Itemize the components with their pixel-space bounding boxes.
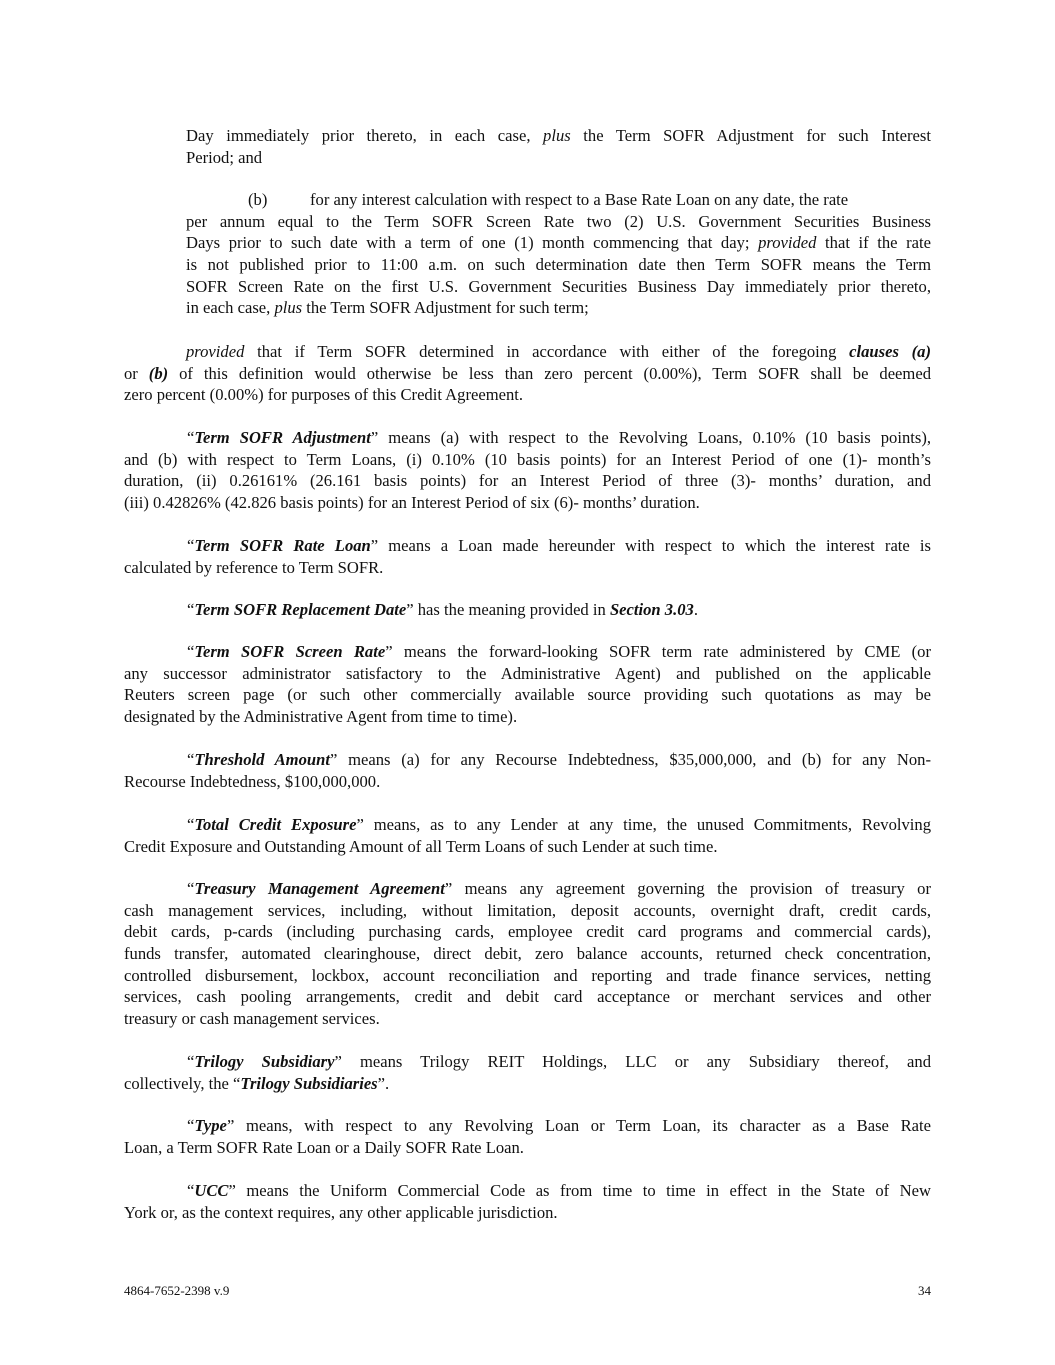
text-line: Credit Exposure and Outstanding Amount of all Term Loans of such Lender at such time. — [124, 836, 718, 856]
defined-term: Trilogy Subsidiaries — [240, 1073, 378, 1093]
definition-term-sofr-adjustment — [124, 427, 931, 514]
defined-term: Term SOFR Screen Rate — [194, 642, 386, 661]
document-id: 4864-7652-2398 v.9 — [124, 1283, 230, 1298]
text-line: or (b) of this definition would otherwise be less than zero percent (0.00%), Term SOFR shall be deemed — [124, 363, 931, 383]
clause-b — [124, 189, 931, 319]
text-line: collectively, the “Trilogy Subsidiaries”. — [124, 1073, 390, 1093]
clause-a-continuation — [124, 125, 931, 168]
text-line: “Type” means, with respect to any Revolving Loan or Term Loan, its character as a Base Rate — [187, 1116, 931, 1135]
text-line: Days prior to such date with a term of one (1) month commencing that day; provided that if the rate — [186, 233, 931, 253]
text-line: “Term SOFR Adjustment” means (a) with respect to the Revolving Loans, 0.10% (10 basis points), — [187, 428, 931, 447]
text-line: Loan, a Term SOFR Rate Loan or a Daily SOFR Rate Loan. — [124, 1137, 524, 1157]
page-number: 34 — [918, 1283, 931, 1298]
text-line: duration, (ii) 0.26161% (26.161 basis points) for an Interest Period of three (3)- months’ duration, and — [124, 471, 931, 491]
text-line: controlled disbursement, lockbox, account reconciliation and reporting and trade finance services, netting — [124, 965, 931, 985]
section-reference: Section 3.03 — [609, 600, 694, 619]
definition-threshold-amount — [124, 749, 931, 792]
defined-term: Treasury Management Agreement — [194, 879, 445, 898]
definition-term-sofr-screen-rate — [124, 641, 931, 728]
text-line: “Treasury Management Agreement” means any agreement governing the provision of treasury or — [187, 879, 932, 898]
text-line: zero percent (0.00%) for purposes of this Credit Agreement. — [124, 385, 524, 405]
defined-term: Trilogy Subsidiary — [194, 1052, 335, 1071]
text-line: “Threshold Amount” means (a) for any Recourse Indebtedness, $35,000,000, and (b) for any Non- — [187, 750, 931, 769]
text-line: Reuters screen page (or such other commercially available source providing such quotations as may be — [124, 685, 931, 705]
text-line: calculated by reference to Term SOFR. — [124, 557, 384, 577]
defined-term: Threshold Amount — [194, 750, 330, 769]
text-line: in each case, plus the Term SOFR Adjustment for such term; — [186, 298, 589, 318]
text-line: provided that if Term SOFR determined in accordance with either of the foregoing clauses (a) — [186, 342, 932, 361]
definition-trilogy-subsidiary — [124, 1051, 931, 1094]
text-line: (b) for any interest calculation with respect to a Base Rate Loan on any date, the rate — [248, 190, 849, 209]
defined-term: Term SOFR Adjustment — [194, 428, 371, 447]
definition-term-sofr-replacement-date — [124, 599, 931, 621]
proviso-paragraph — [124, 341, 931, 406]
text-line: (iii) 0.42826% (42.826 basis points) for an Interest Period of six (6)- months’ duration. — [124, 493, 700, 513]
text-line: York or, as the context requires, any other applicable jurisdiction. — [124, 1202, 558, 1222]
text-line: Period; and — [186, 147, 263, 167]
text-line: treasury or cash management services. — [124, 1009, 380, 1029]
text-line: SOFR Screen Rate on the first U.S. Government Securities Business Day immediately prior thereto, — [186, 276, 931, 296]
text-line: and (b) with respect to Term Loans, (i) 0.10% (10 basis points) for an Interest Period of one (1)- month’s — [124, 449, 931, 469]
definition-term-sofr-rate-loan — [124, 535, 931, 578]
text-line: “Term SOFR Screen Rate” means the forward-looking SOFR term rate administered by CME (or — [187, 642, 931, 661]
text-line: cash management services, including, without limitation, deposit accounts, overnight draft, credit cards, — [124, 900, 931, 920]
text-line: “UCC” means the Uniform Commercial Code as from time to time in effect in the State of New — [187, 1181, 931, 1200]
text-line: funds transfer, automated clearinghouse, direct debit, zero balance accounts, returned check concentration, — [124, 944, 931, 964]
text-line: Recourse Indebtedness, $100,000,000. — [124, 771, 381, 791]
definition-ucc — [124, 1180, 931, 1223]
text-line: designated by the Administrative Agent from time to time). — [124, 707, 518, 727]
defined-term: Total Credit Exposure — [194, 815, 357, 834]
text-line: services, cash pooling arrangements, credit and debit card acceptance or merchant services and other — [124, 987, 931, 1007]
definition-total-credit-exposure — [124, 814, 931, 857]
defined-term: Term SOFR Rate Loan — [194, 536, 371, 555]
definition-type — [124, 1115, 931, 1158]
text-line: “Term SOFR Replacement Date” has the meaning provided in Section 3.03. — [187, 600, 698, 619]
defined-term: UCC — [194, 1181, 229, 1200]
text-line: is not published prior to 11:00 a.m. on such determination date then Term SOFR means the Term — [186, 255, 931, 275]
text-line: “Trilogy Subsidiary” means Trilogy REIT Holdings, LLC or any Subsidiary thereof, and — [187, 1052, 931, 1071]
text-line: Day immediately prior thereto, in each case, plus the Term SOFR Adjustment for such Interest — [186, 126, 931, 145]
text-line: “Term SOFR Rate Loan” means a Loan made hereunder with respect to which the interest rate is — [187, 536, 931, 555]
text-line: debit cards, p-cards (including purchasing cards, employee credit card programs and commercial cards), — [124, 922, 931, 942]
defined-term: Type — [194, 1116, 227, 1135]
defined-term: Term SOFR Replacement Date — [194, 600, 407, 619]
text-line: “Total Credit Exposure” means, as to any Lender at any time, the unused Commitments, Revolving — [187, 815, 931, 834]
text-line: per annum equal to the Term SOFR Screen Rate two (2) U.S. Government Securities Business — [186, 211, 931, 231]
definition-treasury-management-agreement — [124, 878, 931, 1030]
text-line: any successor administrator satisfactory to the Administrative Agent) and published on the applicable — [124, 663, 931, 683]
